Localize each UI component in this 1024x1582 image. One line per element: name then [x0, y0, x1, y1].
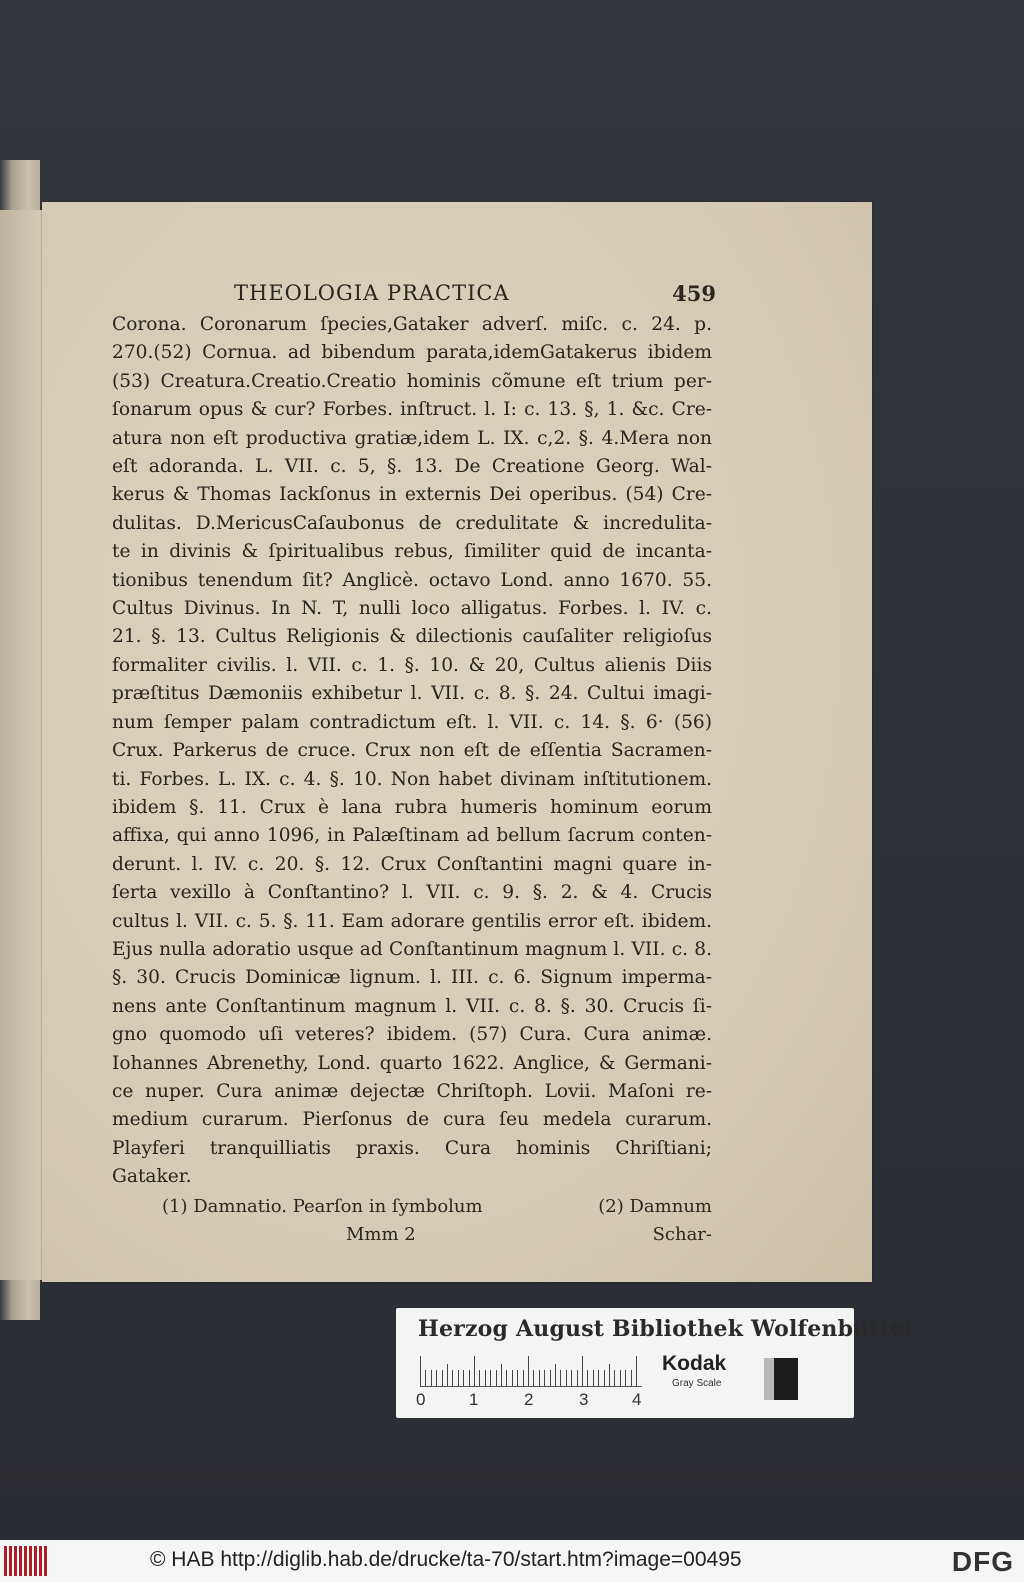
- text-line: medium curarum. Pierſonus de cura ſeu medela curarum.: [112, 1109, 712, 1131]
- text-line: dulitas. D.MericusCaſaubonus de credulitate & incredulita-: [112, 512, 712, 534]
- scale-tick: [501, 1364, 502, 1386]
- text-line: eſt adoranda. L. VII. c. 5, §. 13. De Creatione Georg. Wal-: [112, 456, 712, 478]
- scale-tick: [452, 1370, 453, 1386]
- scale-tick: [598, 1370, 599, 1386]
- scale-tick: [636, 1356, 637, 1386]
- scale-tick: [566, 1370, 567, 1386]
- text-line: ſonarum opus & cur? Forbes. inſtruct. l. I: c. 13. §, 1. &c. Cre-: [112, 399, 712, 421]
- scale-tick: [609, 1364, 610, 1386]
- scale-number: 4: [632, 1390, 642, 1409]
- measurement-scale: [420, 1354, 642, 1387]
- scale-tick: [625, 1370, 626, 1386]
- footer-bar: [0, 1540, 1024, 1582]
- footnotes: [112, 1196, 712, 1224]
- scale-tick: [447, 1364, 448, 1386]
- text-line: ce nuper. Cura animæ dejectæ Chriſtoph. Lovii. Maſoni re-: [112, 1080, 712, 1102]
- kodak-logo: Kodak: [662, 1352, 727, 1375]
- running-title: THEOLOGIA PRACTICA: [234, 281, 510, 305]
- text-line: te in divinis & ſpiritualibus rebus, ſimiliter quid de incanta-: [112, 541, 712, 563]
- scale-tick: [587, 1370, 588, 1386]
- footnote-1: (1) Damnatio. Pearſon in ſymbolum: [162, 1195, 483, 1217]
- page-content: [112, 277, 716, 1252]
- copyright-link[interactable]: © HAB http://diglib.hab.de/drucke/ta-70/start.htm?image=00495: [150, 1548, 742, 1571]
- library-name: Herzog August Bibliothek Wolfenbüttel: [418, 1316, 913, 1342]
- scale-tick: [458, 1370, 459, 1386]
- gray-scale-label: Gray Scale: [672, 1378, 722, 1389]
- signature-row: [112, 1224, 712, 1252]
- book-page: [42, 202, 872, 1282]
- text-line: §. 30. Crucis Dominicæ lignum. l. III. c. 6. Signum imperma-: [112, 967, 712, 989]
- scale-tick: [420, 1356, 421, 1386]
- text-line: (53) Creatura.Creatio.Creatio hominis cõmune eſt trium per-: [112, 370, 712, 392]
- scale-tick: [614, 1370, 615, 1386]
- text-line: 21. §. 13. Cultus Religionis & dilectionis cauſaliter religioſus: [112, 626, 712, 648]
- scale-tick: [517, 1370, 518, 1386]
- text-line: ibidem §. 11. Crux è lana rubra humeris hominum eorum: [112, 796, 712, 818]
- text-line: affixa, qui anno 1096, in Palæſtinam ad bellum ſacrum conten-: [112, 825, 712, 847]
- scale-tick: [479, 1370, 480, 1386]
- scale-tick: [604, 1370, 605, 1386]
- text-line: kerus & Thomas Iackſonus in externis Dei operibus. (54) Cre-: [112, 484, 712, 506]
- scale-tick: [431, 1370, 432, 1386]
- text-line: ſerta vexillo à Conſtantino? l. VII. c. 9. §. 2. & 4. Crucis: [112, 882, 712, 904]
- text-line: gno quomodo uſi veteres? ibidem. (57) Cura. Cura animæ.: [112, 1024, 712, 1046]
- text-line: cultus l. VII. c. 5. §. 11. Eam adorare gentilis error eſt. ibidem.: [112, 910, 712, 932]
- text-line: 270.(52) Cornua. ad bibendum parata,idemGatakerus ibidem: [112, 342, 712, 364]
- scale-number: 0: [416, 1390, 426, 1409]
- scale-tick: [442, 1370, 443, 1386]
- hab-logo-icon: [4, 1546, 48, 1576]
- scale-number: 1: [469, 1390, 479, 1409]
- text-line: ti. Forbes. L. IX. c. 4. §. 10. Non habet divinam inſtitutionem.: [112, 768, 712, 790]
- scale-tick: [539, 1370, 540, 1386]
- scale-tick: [463, 1370, 464, 1386]
- page-header: [112, 277, 716, 311]
- page-number: 459: [672, 281, 716, 306]
- dfg-logo: DFG: [951, 1546, 1014, 1577]
- catchword: Schar-: [652, 1223, 712, 1245]
- scale-tick: [512, 1370, 513, 1386]
- footnote-2: (2) Damnum: [598, 1195, 712, 1217]
- text-line: Cultus Divinus. In N. T, nulli loco alligatus. Forbes. l. IV. c.: [112, 598, 712, 620]
- scale-tick: [593, 1370, 594, 1386]
- scale-tick: [485, 1370, 486, 1386]
- text-line: Gataker.: [112, 1166, 192, 1188]
- signature-mark: Mmm 2: [346, 1223, 416, 1245]
- text-line: nens ante Conſtantinum magnum l. VII. c. 8. §. 30. Crucis ſi-: [112, 995, 712, 1017]
- body-text: [112, 311, 712, 1192]
- scale-tick: [544, 1370, 545, 1386]
- scale-tick: [506, 1370, 507, 1386]
- scale-tick: [496, 1370, 497, 1386]
- text-line: atura non eſt productiva gratiæ,idem L. IX. c,2. §. 4.Mera non: [112, 427, 712, 449]
- scale-tick: [571, 1370, 572, 1386]
- gray-scale-swatch: [764, 1358, 798, 1400]
- scale-tick: [474, 1356, 475, 1386]
- scale-tick: [620, 1370, 621, 1386]
- scale-tick: [582, 1356, 583, 1386]
- text-line: num ſemper palam contradictum eſt. l. VII. c. 14. §. 6· (56): [112, 711, 712, 733]
- scale-tick: [469, 1370, 470, 1386]
- text-line: formaliter civilis. l. VII. c. 1. §. 10. & 20, Cultus alienis Diis: [112, 654, 712, 676]
- scale-tick: [577, 1370, 578, 1386]
- scale-tick: [523, 1370, 524, 1386]
- scale-tick: [631, 1370, 632, 1386]
- scale-tick: [490, 1370, 491, 1386]
- text-line: derunt. l. IV. c. 20. §. 12. Crux Conſtantini magni quare in-: [112, 853, 712, 875]
- text-line: Playferi tranquilliatis praxis. Cura hominis Chriſtiani;: [112, 1137, 712, 1159]
- left-page-edge-inner: [0, 210, 44, 1280]
- scale-tick: [560, 1370, 561, 1386]
- scale-tick: [425, 1370, 426, 1386]
- text-line: Crux. Parkerus de cruce. Crux non eſt de eſſentia Sacramen-: [112, 740, 712, 762]
- scale-number: 3: [579, 1390, 589, 1409]
- scale-tick: [436, 1370, 437, 1386]
- library-label-card: [396, 1308, 913, 1418]
- scale-number: 2: [524, 1390, 534, 1409]
- scale-tick: [550, 1370, 551, 1386]
- scale-tick: [528, 1356, 529, 1386]
- text-line: Ejus nulla adoratio usque ad Conſtantinum magnum l. VII. c. 8.: [112, 938, 712, 960]
- text-line: Corona. Coronarum ſpecies,Gataker adverſ. miſc. c. 24. p.: [112, 314, 712, 335]
- text-line: tionibus tenendum ſit? Anglicè. octavo Lond. anno 1670. 55.: [112, 569, 712, 591]
- scale-tick: [555, 1364, 556, 1386]
- text-line: præſtitus Dæmoniis exhibetur l. VII. c. 8. §. 24. Cultui imagi-: [112, 683, 712, 705]
- scale-tick: [533, 1370, 534, 1386]
- text-line: Iohannes Abrenethy, Lond. quarto 1622. Anglice, & Germani-: [112, 1052, 712, 1074]
